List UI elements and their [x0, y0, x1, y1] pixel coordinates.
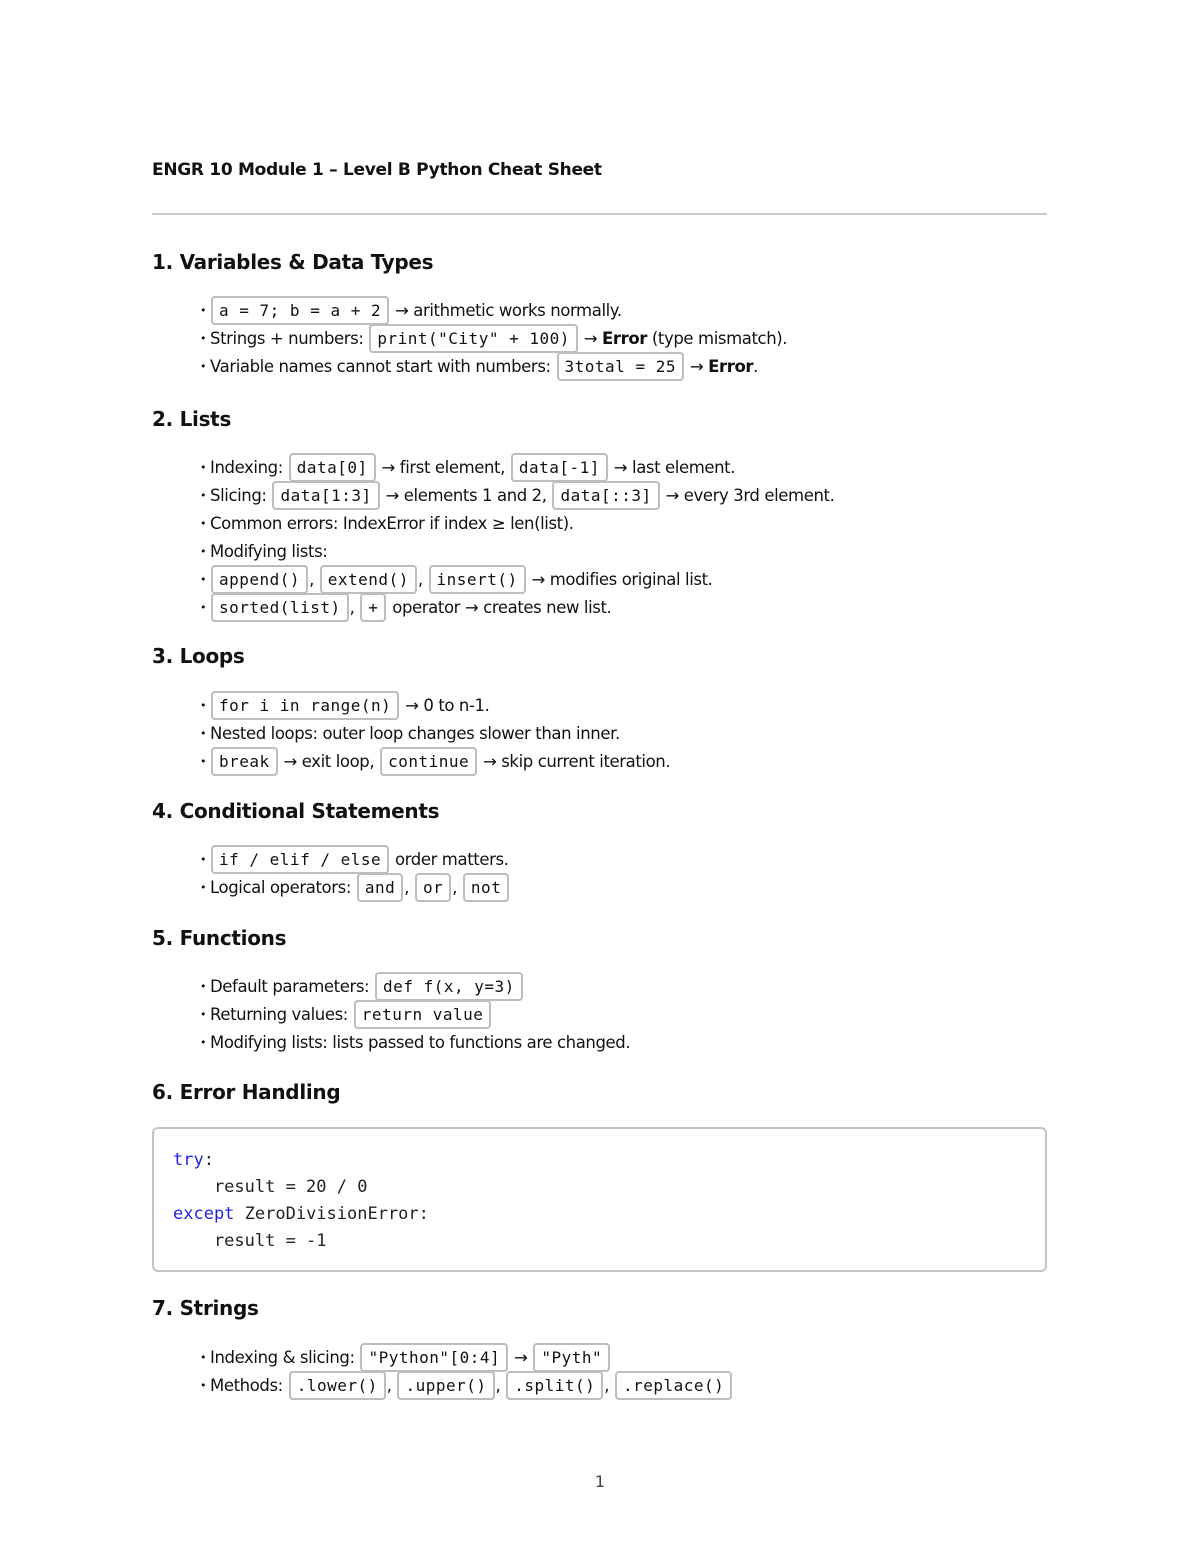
loops-list	[200, 692, 670, 776]
section-heading-loops: 3. Loops	[152, 644, 245, 668]
list-item: • Variable names cannot start with numbers: 3total = 25 → Error.	[200, 353, 787, 381]
section-heading-variables: 1. Variables & Data Types	[152, 250, 434, 274]
inline-code: break	[211, 747, 278, 776]
inline-code: append()	[211, 565, 308, 594]
list-item: • Indexing & slicing: "Python"[0:4] → "Pyth"	[200, 1344, 733, 1372]
inline-code: continue	[380, 747, 477, 776]
list-item: • Returning values: return value	[200, 1001, 630, 1029]
section-heading-lists: 2. Lists	[152, 407, 232, 431]
functions-list	[200, 973, 630, 1057]
list-item: • append() , extend() , insert() → modifies original list.	[200, 566, 834, 594]
list-item: • Methods: .lower() , .upper() , .split() , .replace()	[200, 1372, 733, 1400]
inline-code: not	[463, 873, 509, 902]
list-item: • Default parameters: def f(x, y=3)	[200, 973, 630, 1001]
list-item: • break → exit loop, continue → skip current iteration.	[200, 748, 670, 776]
inline-code: .replace()	[615, 1371, 732, 1400]
section-heading-functions: 5. Functions	[152, 926, 287, 950]
inline-code: data[-1]	[511, 453, 608, 482]
inline-code: +	[360, 593, 386, 622]
inline-code: a = 7; b = a + 2	[211, 296, 389, 325]
lists-list	[200, 454, 834, 622]
inline-code: 3total = 25	[557, 352, 684, 381]
inline-code: .split()	[506, 1371, 603, 1400]
section-heading-strings: 7. Strings	[152, 1296, 259, 1320]
inline-code: return value	[354, 1000, 492, 1029]
inline-code: print("City" + 100)	[369, 324, 578, 353]
list-item: • Logical operators: and , or , not	[200, 874, 510, 902]
inline-code: extend()	[320, 565, 417, 594]
list-item: • a = 7; b = a + 2 → arithmetic works normally.	[200, 297, 787, 325]
inline-code: "Python"[0:4]	[360, 1343, 508, 1372]
inline-code: data[1:3]	[272, 481, 379, 510]
page-number: 1	[594, 1472, 606, 1491]
conditionals-list	[200, 846, 510, 902]
inline-code: def f(x, y=3)	[375, 972, 523, 1001]
list-item: • Modifying lists: lists passed to functions are changed.	[200, 1029, 630, 1057]
code-block	[152, 1127, 1047, 1272]
inline-code: data[::3]	[552, 481, 659, 510]
section-heading-error-handling: 6. Error Handling	[152, 1080, 341, 1104]
inline-code: "Pyth"	[533, 1343, 610, 1372]
inline-code: sorted(list)	[211, 593, 349, 622]
inline-code: and	[357, 873, 403, 902]
inline-code: insert()	[429, 565, 526, 594]
inline-code: for i in range(n)	[211, 691, 399, 720]
inline-code: if / elif / else	[211, 845, 389, 874]
title-divider	[152, 213, 1047, 215]
strings-list	[200, 1344, 733, 1400]
inline-code: data[0]	[289, 453, 376, 482]
section-heading-conditionals: 4. Conditional Statements	[152, 799, 440, 823]
list-item: • Slicing: data[1:3] → elements 1 and 2, data[::3] → every 3rd element.	[200, 482, 834, 510]
list-item: • Strings + numbers: print("City" + 100) → Error (type mismatch).	[200, 325, 787, 353]
inline-code: or	[415, 873, 451, 902]
inline-code: .upper()	[397, 1371, 494, 1400]
list-item: • Nested loops: outer loop changes slower than inner.	[200, 720, 670, 748]
list-item: • if / elif / else order matters.	[200, 846, 510, 874]
list-item: • sorted(list) , + operator → creates new list.	[200, 594, 834, 622]
list-item: • Common errors: IndexError if index ≥ len(list).	[200, 510, 834, 538]
inline-code: .lower()	[289, 1371, 386, 1400]
variables-list	[200, 297, 787, 381]
code-listing: try: result = 20 / 0 except ZeroDivisionError: result = -1	[173, 1150, 429, 1251]
list-item: • for i in range(n) → 0 to n-1.	[200, 692, 670, 720]
document-title: ENGR 10 Module 1 – Level B Python Cheat Sheet	[152, 160, 602, 180]
list-item: • Modifying lists:	[200, 538, 834, 566]
list-item: • Indexing: data[0] → first element, data[-1] → last element.	[200, 454, 834, 482]
